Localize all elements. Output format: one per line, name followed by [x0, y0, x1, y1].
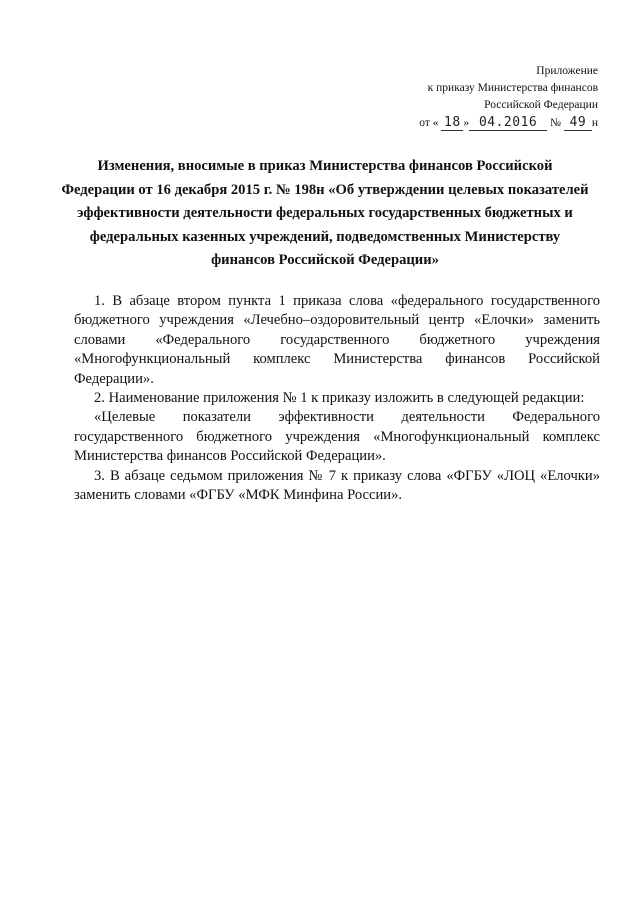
paragraph-2: 2. Наименование приложения № 1 к приказу изложить в следующей редакции:: [94, 390, 585, 407]
date-quote-close: »: [463, 117, 470, 129]
handwritten-date: 04.2016: [469, 116, 547, 131]
number-suffix: н: [591, 117, 598, 129]
document-body: [74, 292, 600, 505]
paragraph-quote: «Целевые показатели эффективности деятельности Федерального государственного бюджетного учреждения «Многофункциональный комплекс Министерства финансов Российской Федерации».: [74, 409, 600, 465]
paragraph-3: 3. В абзаце седьмом приложения № 7 к приказу слова «ФГБУ «ЛОЦ «Елочки» заменить словами «ФГБУ «МФК Минфина России».: [74, 467, 600, 504]
handwritten-day: 18: [441, 116, 463, 131]
date-prefix: от «: [419, 117, 439, 129]
document-title: Изменения, вносимые в приказ Министерства финансов Российской Федерации от 16 декабря 2015 г. № 198н «Об утверждении целевых показателей эффективности деятельности федеральных государственных бюджетных и федеральных казенных учреждений, подведомственных Министерству финансов Российской Федерации»: [61, 158, 589, 268]
handwritten-number: 49: [564, 116, 592, 131]
appendix-federation: Российской Федерации: [484, 99, 598, 111]
appendix-label: Приложение: [536, 65, 598, 77]
paragraph-1: 1. В абзаце втором пункта 1 приказа слова «федерального государственного бюджетного учреждения «Лечебно–оздоровительный центр «Елочки» заменить словами «Федерального государственного бюджетного учреждения «Многофункциональный комплекс Министерства финансов Российской Федерации».: [74, 293, 600, 387]
number-sign: №: [549, 117, 561, 129]
appendix-order-ref: к приказу Министерства финансов: [427, 82, 598, 94]
order-date-number: [368, 115, 598, 132]
appendix-header: [368, 63, 598, 132]
